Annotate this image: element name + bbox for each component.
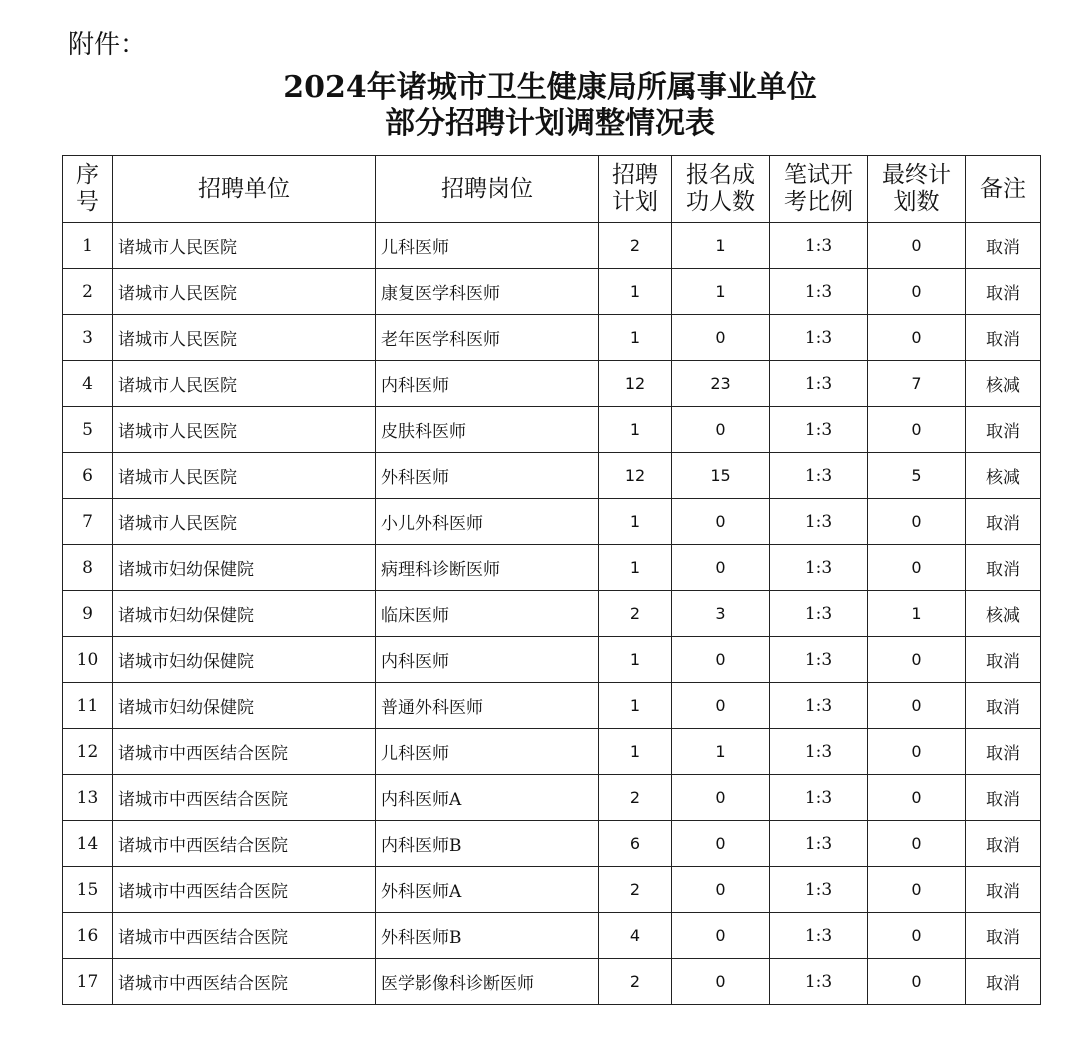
cell-final: 0 (868, 499, 966, 545)
table-row (63, 959, 1041, 1005)
header-applicants: 报名成功人数 (672, 156, 770, 223)
cell-final: 0 (868, 775, 966, 821)
cell-ratio: 1:3 (770, 269, 868, 315)
cell-plan: 1 (599, 729, 672, 775)
cell-ratio: 1:3 (770, 729, 868, 775)
cell-post: 康复医学科医师 (376, 269, 599, 315)
cell-seq: 11 (63, 683, 113, 729)
cell-ratio: 1:3 (770, 223, 868, 269)
table-row (63, 269, 1041, 315)
cell-unit: 诸城市人民医院 (113, 499, 376, 545)
recruitment-plan-table (62, 155, 1041, 1005)
cell-final: 0 (868, 545, 966, 591)
table-row (63, 821, 1041, 867)
cell-unit: 诸城市中西医结合医院 (113, 775, 376, 821)
cell-plan: 1 (599, 315, 672, 361)
cell-ratio: 1:3 (770, 545, 868, 591)
cell-applicants: 0 (672, 867, 770, 913)
cell-plan: 1 (599, 407, 672, 453)
cell-final: 1 (868, 591, 966, 637)
cell-plan: 4 (599, 913, 672, 959)
cell-remark: 取消 (966, 729, 1041, 775)
cell-post: 病理科诊断医师 (376, 545, 599, 591)
table-row (63, 223, 1041, 269)
cell-unit: 诸城市中西医结合医院 (113, 821, 376, 867)
table-row (63, 407, 1041, 453)
cell-remark: 取消 (966, 775, 1041, 821)
cell-ratio: 1:3 (770, 453, 868, 499)
table-row (63, 683, 1041, 729)
cell-seq: 8 (63, 545, 113, 591)
cell-unit: 诸城市妇幼保健院 (113, 637, 376, 683)
cell-plan: 2 (599, 591, 672, 637)
header-ratio: 笔试开考比例 (770, 156, 868, 223)
cell-seq: 14 (63, 821, 113, 867)
cell-applicants: 1 (672, 223, 770, 269)
cell-seq: 13 (63, 775, 113, 821)
cell-ratio: 1:3 (770, 407, 868, 453)
cell-applicants: 1 (672, 729, 770, 775)
cell-unit: 诸城市妇幼保健院 (113, 545, 376, 591)
table-body (63, 223, 1041, 1005)
cell-final: 0 (868, 821, 966, 867)
cell-remark: 取消 (966, 499, 1041, 545)
cell-plan: 1 (599, 683, 672, 729)
document-title-line-1: 2024年诸城市卫生健康局所属事业单位 (283, 70, 817, 105)
attachment-label: 附件： (68, 30, 147, 60)
header-seq: 序号 (63, 156, 113, 223)
cell-applicants: 0 (672, 499, 770, 545)
table-row (63, 361, 1041, 407)
cell-ratio: 1:3 (770, 683, 868, 729)
cell-post: 皮肤科医师 (376, 407, 599, 453)
cell-seq: 3 (63, 315, 113, 361)
cell-unit: 诸城市妇幼保健院 (113, 591, 376, 637)
header-plan: 招聘计划 (599, 156, 672, 223)
cell-remark: 取消 (966, 545, 1041, 591)
header-final: 最终计划数 (868, 156, 966, 223)
cell-post: 外科医师A (376, 867, 599, 913)
cell-ratio: 1:3 (770, 775, 868, 821)
cell-post: 外科医师 (376, 453, 599, 499)
cell-applicants: 0 (672, 775, 770, 821)
cell-ratio: 1:3 (770, 361, 868, 407)
cell-seq: 17 (63, 959, 113, 1005)
cell-final: 0 (868, 269, 966, 315)
cell-unit: 诸城市中西医结合医院 (113, 959, 376, 1005)
cell-ratio: 1:3 (770, 591, 868, 637)
cell-applicants: 0 (672, 821, 770, 867)
cell-plan: 2 (599, 867, 672, 913)
table-row (63, 499, 1041, 545)
cell-applicants: 23 (672, 361, 770, 407)
cell-remark: 取消 (966, 821, 1041, 867)
cell-unit: 诸城市中西医结合医院 (113, 867, 376, 913)
cell-post: 内科医师 (376, 637, 599, 683)
table-row (63, 729, 1041, 775)
cell-seq: 5 (63, 407, 113, 453)
table-row (63, 315, 1041, 361)
cell-applicants: 0 (672, 683, 770, 729)
cell-seq: 16 (63, 913, 113, 959)
cell-unit: 诸城市人民医院 (113, 407, 376, 453)
cell-post: 内科医师B (376, 821, 599, 867)
cell-final: 0 (868, 729, 966, 775)
cell-seq: 4 (63, 361, 113, 407)
cell-unit: 诸城市人民医院 (113, 223, 376, 269)
cell-post: 内科医师 (376, 361, 599, 407)
cell-ratio: 1:3 (770, 821, 868, 867)
cell-seq: 2 (63, 269, 113, 315)
cell-final: 0 (868, 913, 966, 959)
cell-seq: 6 (63, 453, 113, 499)
table-row (63, 453, 1041, 499)
header-post: 招聘岗位 (376, 156, 599, 223)
cell-remark: 取消 (966, 407, 1041, 453)
cell-remark: 核减 (966, 453, 1041, 499)
cell-ratio: 1:3 (770, 867, 868, 913)
cell-post: 老年医学科医师 (376, 315, 599, 361)
cell-seq: 12 (63, 729, 113, 775)
cell-remark: 取消 (966, 959, 1041, 1005)
cell-post: 儿科医师 (376, 223, 599, 269)
cell-plan: 6 (599, 821, 672, 867)
cell-final: 0 (868, 959, 966, 1005)
table-header-row (63, 156, 1041, 223)
cell-plan: 12 (599, 453, 672, 499)
cell-unit: 诸城市中西医结合医院 (113, 913, 376, 959)
cell-plan: 2 (599, 223, 672, 269)
cell-unit: 诸城市妇幼保健院 (113, 683, 376, 729)
cell-applicants: 3 (672, 591, 770, 637)
cell-applicants: 0 (672, 545, 770, 591)
cell-plan: 2 (599, 959, 672, 1005)
cell-ratio: 1:3 (770, 499, 868, 545)
cell-final: 7 (868, 361, 966, 407)
table-row (63, 545, 1041, 591)
cell-post: 儿科医师 (376, 729, 599, 775)
cell-seq: 7 (63, 499, 113, 545)
cell-ratio: 1:3 (770, 315, 868, 361)
cell-plan: 1 (599, 637, 672, 683)
cell-remark: 核减 (966, 591, 1041, 637)
cell-seq: 15 (63, 867, 113, 913)
cell-unit: 诸城市人民医院 (113, 269, 376, 315)
cell-remark: 取消 (966, 315, 1041, 361)
cell-applicants: 15 (672, 453, 770, 499)
cell-plan: 1 (599, 545, 672, 591)
cell-unit: 诸城市人民医院 (113, 361, 376, 407)
header-unit: 招聘单位 (113, 156, 376, 223)
cell-unit: 诸城市人民医院 (113, 453, 376, 499)
cell-post: 医学影像科诊断医师 (376, 959, 599, 1005)
cell-applicants: 0 (672, 959, 770, 1005)
table-row (63, 775, 1041, 821)
cell-seq: 1 (63, 223, 113, 269)
cell-final: 0 (868, 637, 966, 683)
cell-post: 普通外科医师 (376, 683, 599, 729)
cell-plan: 12 (599, 361, 672, 407)
cell-post: 临床医师 (376, 591, 599, 637)
cell-remark: 取消 (966, 637, 1041, 683)
cell-applicants: 0 (672, 913, 770, 959)
cell-applicants: 0 (672, 637, 770, 683)
cell-unit: 诸城市中西医结合医院 (113, 729, 376, 775)
cell-remark: 取消 (966, 867, 1041, 913)
cell-applicants: 1 (672, 269, 770, 315)
cell-remark: 核减 (966, 361, 1041, 407)
cell-plan: 1 (599, 499, 672, 545)
cell-remark: 取消 (966, 223, 1041, 269)
cell-final: 5 (868, 453, 966, 499)
table-row (63, 913, 1041, 959)
cell-ratio: 1:3 (770, 959, 868, 1005)
cell-final: 0 (868, 683, 966, 729)
cell-plan: 1 (599, 269, 672, 315)
cell-final: 0 (868, 867, 966, 913)
cell-post: 内科医师A (376, 775, 599, 821)
document-title-line-2: 部分招聘计划调整情况表 (385, 106, 715, 141)
cell-unit: 诸城市人民医院 (113, 315, 376, 361)
cell-final: 0 (868, 407, 966, 453)
cell-remark: 取消 (966, 913, 1041, 959)
cell-ratio: 1:3 (770, 637, 868, 683)
cell-remark: 取消 (966, 683, 1041, 729)
cell-seq: 10 (63, 637, 113, 683)
table-row (63, 637, 1041, 683)
cell-post: 外科医师B (376, 913, 599, 959)
cell-applicants: 0 (672, 407, 770, 453)
cell-plan: 2 (599, 775, 672, 821)
cell-applicants: 0 (672, 315, 770, 361)
cell-final: 0 (868, 315, 966, 361)
table-row (63, 591, 1041, 637)
cell-seq: 9 (63, 591, 113, 637)
cell-post: 小儿外科医师 (376, 499, 599, 545)
cell-ratio: 1:3 (770, 913, 868, 959)
cell-remark: 取消 (966, 269, 1041, 315)
cell-final: 0 (868, 223, 966, 269)
header-remark: 备注 (966, 156, 1041, 223)
table-row (63, 867, 1041, 913)
